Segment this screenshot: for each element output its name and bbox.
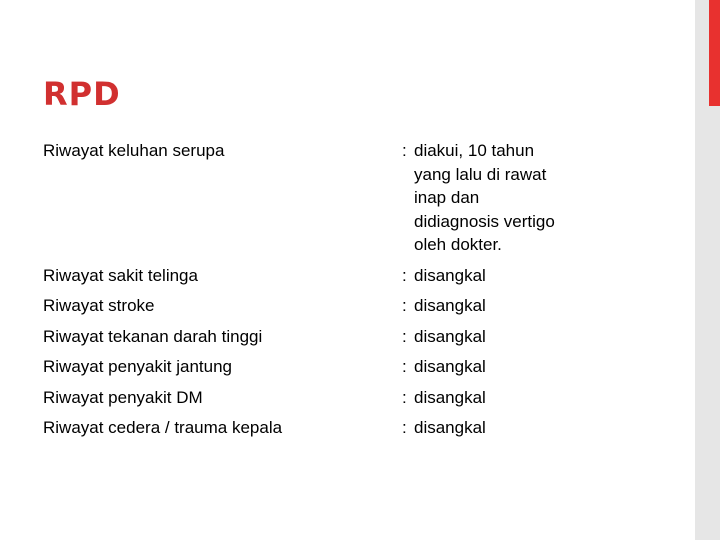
- history-row-cedera-kepala: [43, 416, 663, 440]
- history-row-separator: :: [402, 357, 407, 376]
- side-accent-grey-lower-bar: [709, 106, 720, 540]
- history-row-label: Riwayat sakit telinga: [43, 265, 198, 285]
- history-row-sakit-telinga: [43, 264, 663, 288]
- history-row-separator: :: [402, 326, 407, 346]
- history-row-value: diakui, 10 tahun yang lalu di rawat inap dan didiagnosis vertigo oleh dokter.: [414, 141, 555, 254]
- history-row-label: Riwayat tekanan darah tinggi: [43, 326, 263, 346]
- history-row-value-group: [402, 294, 602, 318]
- slide-title: RPD: [43, 75, 121, 113]
- history-row-value-group: [402, 386, 602, 410]
- history-row-label: Riwayat penyakit jantung: [43, 357, 233, 376]
- history-row-value-group: [402, 139, 602, 257]
- history-row-value-group: [402, 264, 602, 288]
- side-accent-red-bar: [709, 0, 720, 106]
- history-row-separator: :: [402, 141, 407, 160]
- history-row-separator: :: [402, 265, 407, 285]
- history-row-penyakit-dm: [43, 386, 663, 410]
- history-row-value-group: [402, 416, 602, 440]
- history-row-value: disangkal: [414, 418, 486, 437]
- history-row-penyakit-jantung: [43, 355, 663, 379]
- history-row-keluhan-serupa: [43, 139, 663, 257]
- history-row-label: Riwayat keluhan serupa: [43, 141, 225, 160]
- side-accent-grey-bar: [695, 0, 709, 540]
- history-row-label: Riwayat penyakit DM: [43, 387, 203, 407]
- history-row-value: disangkal: [414, 265, 486, 285]
- history-row-stroke: [43, 294, 663, 318]
- history-row-separator: :: [402, 418, 407, 437]
- history-row-label: Riwayat stroke: [43, 296, 155, 315]
- history-row-value: disangkal: [414, 296, 486, 315]
- history-row-label: Riwayat cedera / trauma kepala: [43, 418, 283, 437]
- history-row-value: disangkal: [414, 387, 486, 407]
- history-row-value-group: [402, 355, 602, 379]
- history-row-separator: :: [402, 387, 407, 407]
- history-row-value-group: [402, 325, 602, 349]
- history-row-value: disangkal: [414, 326, 486, 346]
- history-row-tekanan-darah: [43, 325, 663, 349]
- history-table: [43, 139, 663, 440]
- history-row-value: disangkal: [414, 357, 486, 376]
- history-row-separator: :: [402, 296, 407, 315]
